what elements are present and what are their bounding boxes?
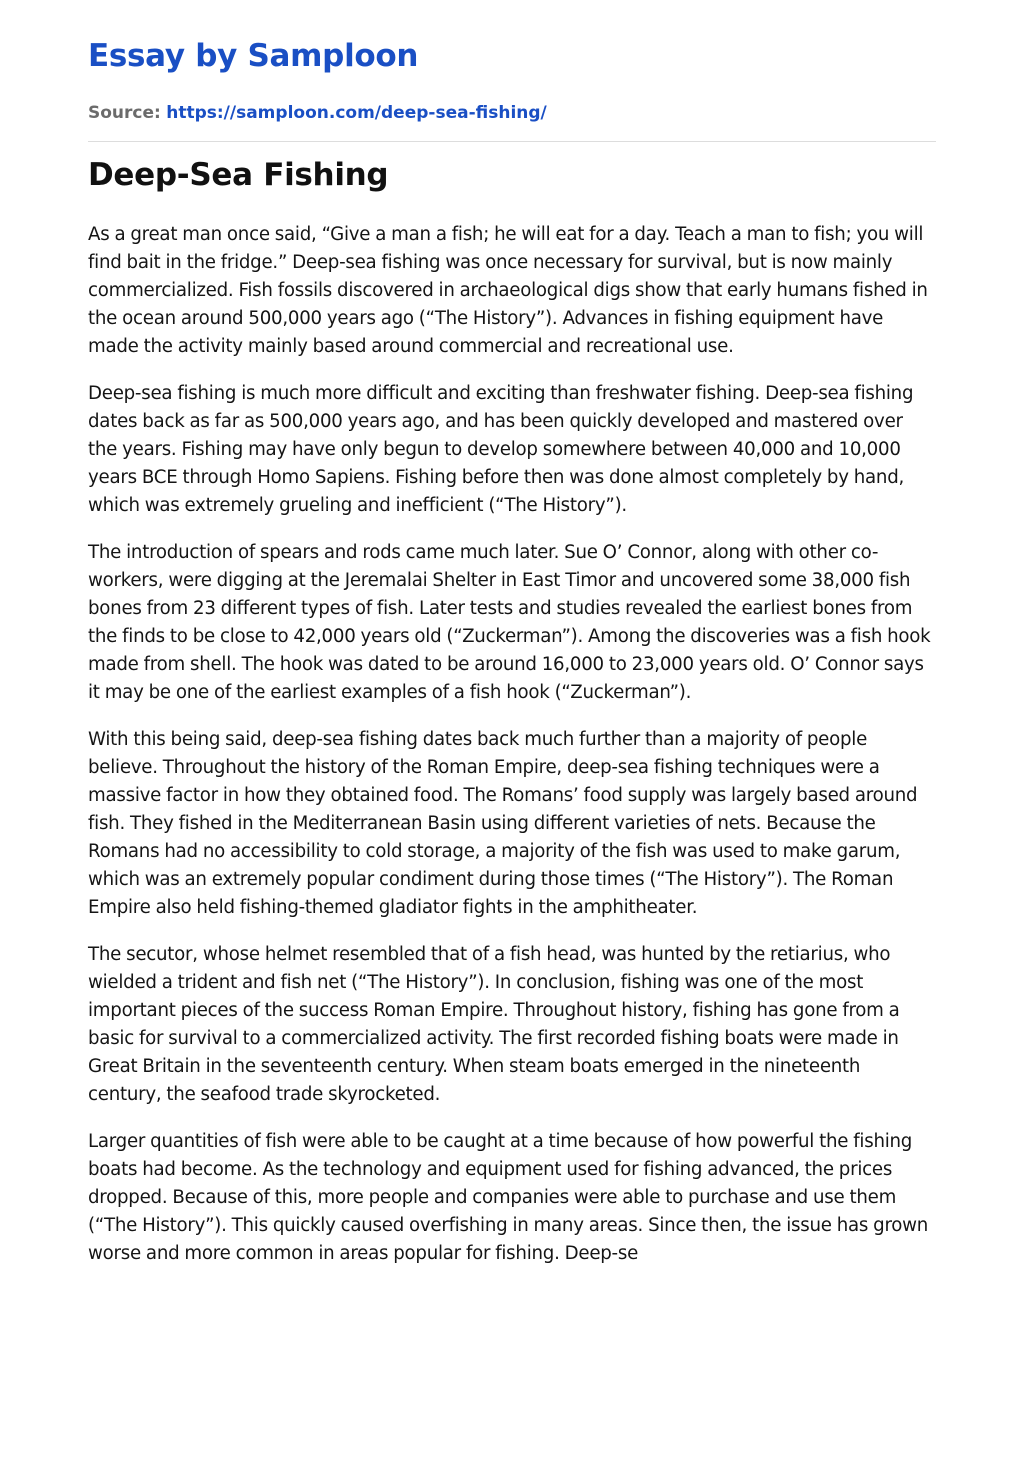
source-label: Source: (88, 103, 161, 123)
paragraph-5: The secutor, whose helmet resembled that of a fish head, was hunted by the retiarius, who wielded a trident and fish net (“The History”). In conclusion, fishing was one of the most important pieces of the success Roman Empire. Throughout history, fishing has gone from a basic for survival to a commercialized activity. The first recorded fishing boats were made in Great Britain in the seventeenth century. When steam boats emerged in the nineteenth century, the seafood trade skyrocketed. (88, 944, 900, 1105)
paragraph-2: Deep-sea fishing is much more difficult and exciting than freshwater fishing. Deep-sea fishing dates back as far as 500,000 years ago, and has been quickly developed and mastered over the years. Fishing may have only begun to develop somewhere between 40,000 and 10,000 years BCE through Homo Sapiens. Fishing before then was done almost completely by hand, which was extremely grueling and inefficient (“The History”). (88, 383, 914, 516)
paragraph-6: Larger quantities of fish were able to be caught at a time because of how powerful the fishing boats had become. As the technology and equipment used for fishing advanced, the prices dropped. Because of this, more people and companies were able to purchase and use them (“The History”). This quickly caused overfishing in many areas. Since then, the issue has grown worse and more common in areas popular for fishing. Deep-se (88, 1131, 929, 1264)
article-title: Deep-Sea Fishing (88, 157, 389, 193)
article-body (88, 221, 936, 1268)
essay-page (88, 0, 936, 1268)
header-divider (88, 141, 936, 142)
paragraph-4: With this being said, deep-sea fishing dates back much further than a majority of people believe. Throughout the history of the Roman Empire, deep-sea fishing techniques were a massive factor in how they obtained food. The Romans’ food supply was largely based around fish. They fished in the Mediterranean Basin using different varieties of nets. Because the Romans had no accessibility to cold storage, a majority of the fish was used to make garum, which was an extremely popular condiment during those times (“The History”). The Roman Empire also held fishing-themed gladiator fights in the amphitheater. (88, 729, 918, 918)
paragraph-1: As a great man once said, “Give a man a fish; he will eat for a day. Teach a man to fish; you will find bait in the fridge.” Deep-sea fishing was once necessary for survival, but is now mainly commercialized. Fish fossils discovered in archaeological digs show that early humans fished in the ocean around 500,000 years ago (“The History”). Advances in fishing equipment have made the activity mainly based around commercial and recreational use. (88, 224, 928, 357)
paragraph-3: The introduction of spears and rods came much later. Sue O’ Connor, along with other co-workers, were digging at the Jeremalai Shelter in East Timor and uncovered some 38,000 fish bones from 23 different types of fish. Later tests and studies revealed the earliest bones from the finds to be close to 42,000 years old (“Zuckerman”). Among the discoveries was a fish hook made from shell. The hook was dated to be around 16,000 to 23,000 years old. O’ Connor says it may be one of the earliest examples of a fish hook (“Zuckerman”). (88, 542, 931, 703)
source-link[interactable]: https://samploon.com/deep-sea-fishing/ (166, 103, 547, 123)
source-line (88, 102, 936, 124)
brand-title[interactable]: Essay by Samploon (88, 38, 419, 74)
